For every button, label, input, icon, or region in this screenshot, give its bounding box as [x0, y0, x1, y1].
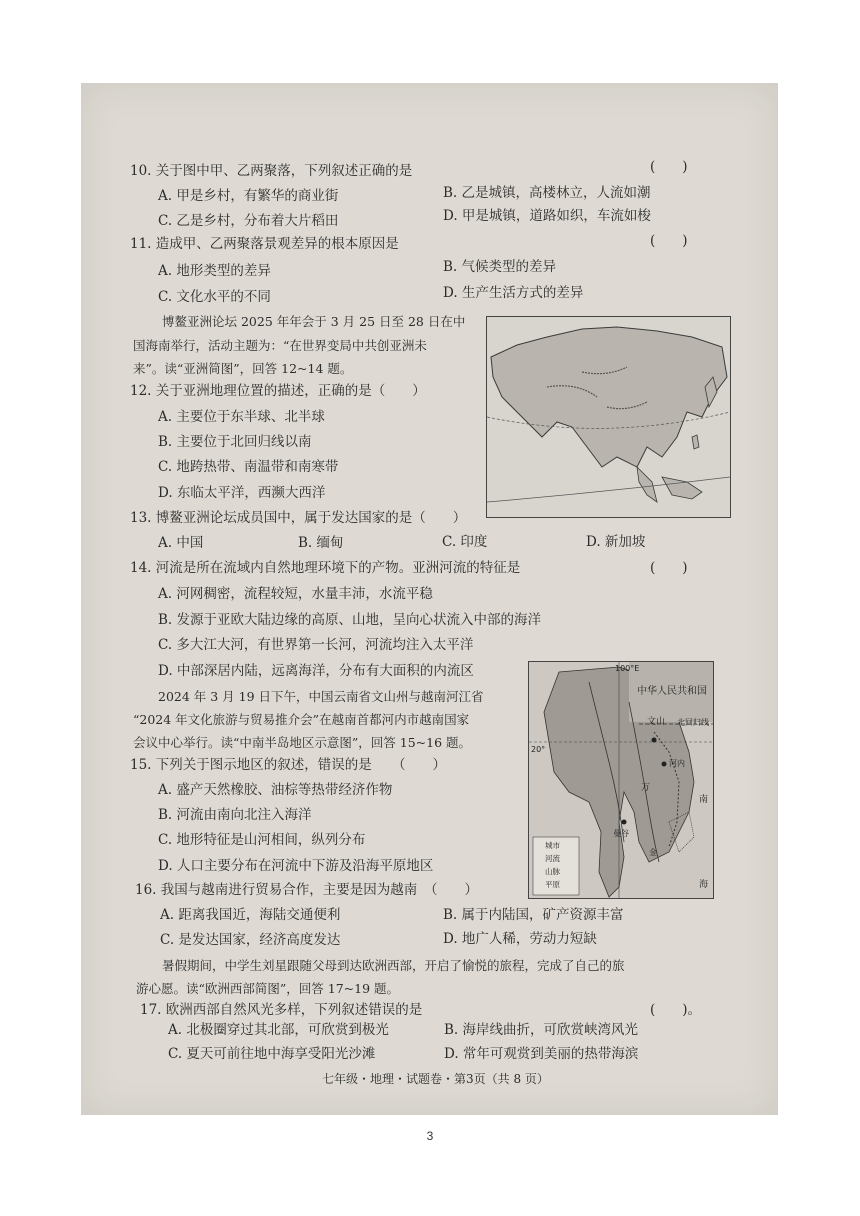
q10-option-a: A. 甲是乡村，有繁华的商业街	[158, 188, 339, 204]
q16-stem: 16. 我国与越南进行贸易合作，主要是因为越南 （ ）	[135, 882, 479, 898]
q10-option-c: C. 乙是乡村，分布着大片稻田	[158, 213, 339, 229]
asia-map-drawing	[487, 317, 730, 517]
q15-option-d: D. 人口主要分布在河流中下游及沿海平原地区	[158, 858, 434, 874]
legend-mountain: 山脉	[545, 867, 560, 876]
q15-option-a: A. 盛产天然橡胶、油棕等热带经济作物	[158, 782, 393, 798]
q11-option-a: A. 地形类型的差异	[158, 263, 271, 279]
intro-asia-line2: 国海南举行，活动主题为：“在世界变局中共创亚洲未	[133, 338, 427, 353]
q14-answer-bracket: ( )	[650, 560, 688, 576]
q14-option-c: C. 多大江大河，有世界第一长河，河流均注入太平洋	[158, 637, 474, 653]
q16-option-a: A. 距离我国近，海陆交通便利	[160, 907, 341, 923]
q13-option-b: B. 缅甸	[298, 535, 344, 551]
q17-option-c: C. 夏天可前往地中海享受阳光沙滩	[168, 1046, 376, 1062]
q17-option-a: A. 北极圈穿过其北部，可欣赏到极光	[168, 1022, 389, 1038]
hanoi-label: 河内	[669, 759, 685, 768]
q15-option-b: B. 河流由南向北注入海洋	[158, 807, 312, 823]
q14-option-d: D. 中部深居内陆，远离海洋，分布有大面积的内流区	[158, 663, 474, 679]
intro-asia-line1: 博鳌亚洲论坛 2025 年年会于 3 月 25 日至 28 日在中	[162, 314, 466, 329]
hanoi-city	[662, 762, 667, 767]
q17-answer-bracket: ( )。	[650, 1002, 702, 1018]
intro-indochina-line3: 会议中心举行。读“中南半岛地区示意图”，回答 15~16 题。	[133, 735, 472, 750]
q14-option-b: B. 发源于亚欧大陆边缘的高原、山地，呈向心状流入中部的海洋	[158, 612, 542, 628]
q15-stem: 15. 下列关于图示地区的叙述，错误的是 （ ）	[130, 757, 447, 773]
china-label: 中华人民共和国	[637, 686, 707, 697]
intro-indochina-line1: 2024 年 3 月 19 日下午，中国云南省文山州与越南河江省	[158, 689, 484, 704]
sea-label-nan: 南	[699, 795, 709, 805]
intro-europe-line2: 游心愿。读“欧洲西部简图”，回答 17~19 题。	[136, 981, 400, 996]
q11-stem: 11. 造成甲、乙两聚落景观差异的根本原因是	[130, 236, 399, 252]
q11-answer-bracket: ( )	[650, 233, 688, 249]
exam-footer: 七年级・地理・试题卷・第3页（共 8 页）	[322, 1072, 549, 1086]
q11-option-b: B. 气候类型的差异	[443, 259, 557, 275]
q17-option-b: B. 海岸线曲折，可欣赏峡湾风光	[444, 1022, 639, 1038]
q13-option-d: D. 新加坡	[586, 534, 646, 550]
legend-city: 城市	[545, 841, 560, 850]
wenshan-label: 文山	[647, 717, 666, 727]
q16-option-c: C. 是发达国家，经济高度发达	[160, 932, 341, 948]
q10-answer-bracket: ( )	[650, 159, 688, 175]
q14-option-a: A. 河网稠密，流程较短，水量丰沛，水流平稳	[158, 586, 433, 602]
q16-option-b: B. 属于内陆国，矿产资源丰富	[443, 907, 624, 923]
q12-option-c: C. 地跨热带、南温带和南寒带	[158, 459, 339, 475]
tropic-label: 北回归线	[677, 718, 709, 727]
q17-stem: 17. 欧洲西部自然风光多样，下列叙述错误的是	[140, 1002, 423, 1018]
q10-option-d: D. 甲是城镇，道路如织，车流如梭	[443, 208, 651, 224]
lon-label: 100°E	[615, 664, 640, 673]
bangkok-label: 曼谷	[613, 829, 629, 838]
q10-option-b: B. 乙是城镇，高楼林立，人流如潮	[443, 185, 651, 201]
q10-stem: 10. 关于图中甲、乙两聚落，下列叙述正确的是	[130, 163, 413, 179]
jin-label: 金	[649, 848, 657, 857]
q12-option-a: A. 主要位于东半球、北半球	[158, 409, 325, 425]
q12-stem: 12. 关于亚洲地理位置的描述，正确的是（ ）	[130, 383, 426, 399]
wenshan-city	[652, 738, 657, 743]
legend-plain: 平原	[545, 880, 560, 889]
q12-option-b: B. 主要位于北回归线以南	[158, 434, 312, 450]
q13-option-c: C. 印度	[442, 534, 488, 550]
q14-stem: 14. 河流是所在流域内自然地理环境下的产物。亚洲河流的特征是	[130, 560, 521, 576]
intro-asia-line3: 来”。读“亚洲简图”，回答 12~14 题。	[133, 361, 353, 376]
page-number: 3	[426, 1129, 434, 1143]
q16-option-d: D. 地广人稀，劳动力短缺	[443, 931, 597, 947]
indochina-map	[528, 661, 714, 899]
q17-option-d: D. 常年可观赏到美丽的热带海滨	[444, 1046, 639, 1062]
q15-option-c: C. 地形特征是山河相间，纵列分布	[158, 832, 366, 848]
lat-label: 20°	[531, 745, 546, 754]
q11-option-c: C. 文化水平的不同	[158, 289, 271, 305]
sea-label-hai: 海	[699, 880, 709, 890]
q13-option-a: A. 中国	[158, 535, 204, 551]
intro-europe-line1: 暑假期间，中学生刘星跟随父母到达欧洲西部，开启了愉悦的旅程，完成了自己的旅	[162, 958, 625, 973]
q12-option-d: D. 东临太平洋，西濒大西洋	[158, 485, 326, 501]
q11-option-d: D. 生产生活方式的差异	[443, 285, 584, 301]
legend-river: 河流	[545, 854, 560, 863]
bangkok-city	[622, 820, 627, 825]
asia-map	[486, 316, 731, 518]
vientiane-label: 万	[641, 783, 651, 793]
q13-stem: 13. 博鳌亚洲论坛成员国中，属于发达国家的是（ ）	[130, 510, 467, 526]
intro-indochina-line2: “2024 年文化旅游与贸易推介会”在越南首都河内市越南国家	[133, 712, 470, 727]
